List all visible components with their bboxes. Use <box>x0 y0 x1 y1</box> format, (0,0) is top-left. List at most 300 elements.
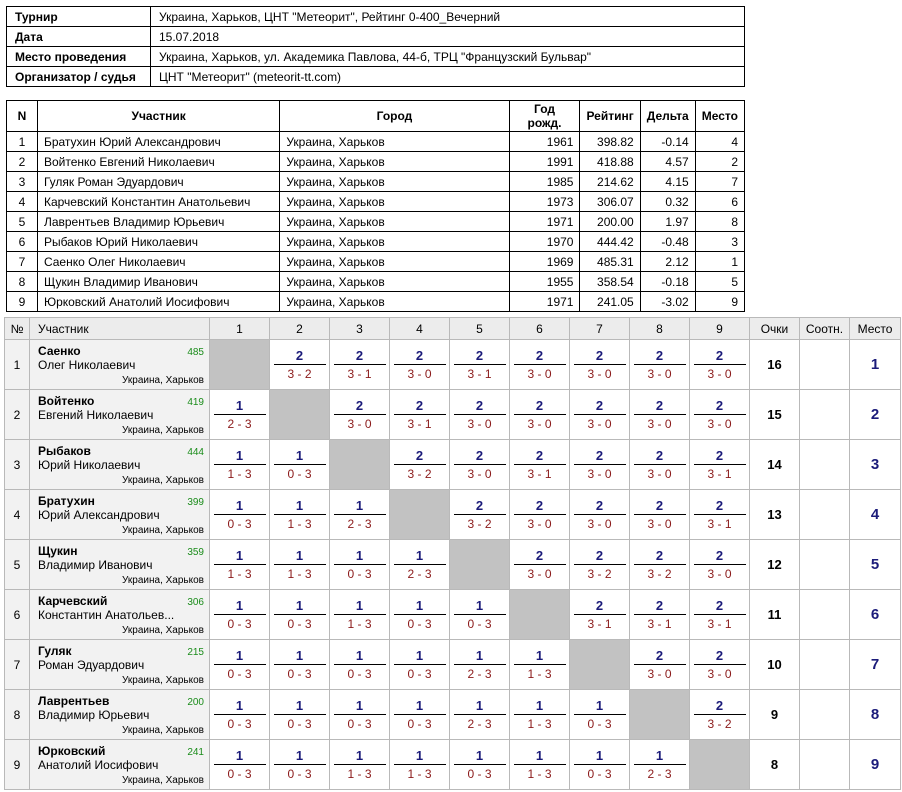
participant-row <box>7 272 745 292</box>
participant-name: Саенко Олег Николаевич <box>37 252 279 272</box>
cross-row <box>5 690 901 740</box>
participant-row <box>7 132 745 152</box>
match-points: 1 <box>415 697 424 713</box>
cross-ratio <box>800 340 850 390</box>
cross-player-cell <box>30 640 210 690</box>
match-points: 2 <box>715 547 724 563</box>
match-result-cell <box>690 690 750 740</box>
cross-header-ratio: Соотн. <box>800 318 850 340</box>
match-points: 2 <box>715 397 724 413</box>
match-sets: 0 - 3 <box>227 766 252 781</box>
cross-header-col-4: 4 <box>390 318 450 340</box>
participant-delta: 1.97 <box>640 212 695 232</box>
match-result-cell <box>630 440 690 490</box>
match-result-cell <box>390 640 450 690</box>
match-points: 1 <box>475 747 484 763</box>
match-result-cell <box>330 490 390 540</box>
player-last-name: Юрковский <box>38 744 106 758</box>
match-points: 1 <box>595 697 604 713</box>
match-points: 2 <box>535 497 544 513</box>
participant-delta: 2.12 <box>640 252 695 272</box>
match-points: 2 <box>475 397 484 413</box>
player-city: Украина, Харьков <box>122 675 204 686</box>
participant-city: Украина, Харьков <box>280 212 509 232</box>
cross-header-col-2: 2 <box>270 318 330 340</box>
cross-points: 16 <box>750 340 800 390</box>
match-sets: 0 - 3 <box>587 766 612 781</box>
match-sets: 2 - 3 <box>467 666 492 681</box>
match-sets: 0 - 3 <box>287 466 312 481</box>
match-result-cell <box>330 740 390 790</box>
cross-header-row <box>5 318 901 340</box>
match-result-cell <box>450 440 510 490</box>
participant-year: 1970 <box>509 232 580 252</box>
match-points: 2 <box>475 447 484 463</box>
header-birth-year: Год рожд. <box>509 101 580 132</box>
match-result-cell <box>570 340 630 390</box>
match-points: 1 <box>475 597 484 613</box>
match-points: 2 <box>475 347 484 363</box>
diagonal-cell <box>270 390 330 440</box>
match-result-cell <box>270 590 330 640</box>
player-last-name: Карчевский <box>38 594 108 608</box>
match-result-cell <box>510 740 570 790</box>
participant-n: 9 <box>7 292 38 312</box>
match-sets: 3 - 1 <box>467 366 492 381</box>
match-result-cell <box>690 590 750 640</box>
match-sets: 3 - 2 <box>467 516 492 531</box>
cross-header-col-1: 1 <box>210 318 270 340</box>
match-points: 1 <box>235 747 244 763</box>
match-result-cell <box>450 340 510 390</box>
match-points: 2 <box>535 347 544 363</box>
player-first-name: Анатолий Иосифович <box>38 758 159 772</box>
match-points: 2 <box>355 347 364 363</box>
match-sets: 3 - 0 <box>527 566 552 581</box>
match-sets: 0 - 3 <box>227 616 252 631</box>
player-first-name: Юрий Николаевич <box>38 458 141 472</box>
cross-player-cell <box>30 390 210 440</box>
cross-row <box>5 640 901 690</box>
participant-delta: -0.48 <box>640 232 695 252</box>
match-result-cell <box>270 340 330 390</box>
participant-n: 7 <box>7 252 38 272</box>
match-result-cell <box>390 690 450 740</box>
cross-ratio <box>800 590 850 640</box>
cross-row <box>5 540 901 590</box>
participant-place: 8 <box>695 212 744 232</box>
match-sets: 3 - 2 <box>647 566 672 581</box>
match-result-cell <box>210 690 270 740</box>
cross-header-col-7: 7 <box>570 318 630 340</box>
match-result-cell <box>450 640 510 690</box>
match-sets: 0 - 3 <box>587 716 612 731</box>
match-sets: 1 - 3 <box>287 566 312 581</box>
player-first-name: Евгений Николаевич <box>38 408 154 422</box>
match-result-cell <box>330 690 390 740</box>
participant-year: 1971 <box>509 292 580 312</box>
match-points: 1 <box>295 647 304 663</box>
match-sets: 3 - 1 <box>407 416 432 431</box>
participant-name: Щукин Владимир Иванович <box>37 272 279 292</box>
match-result-cell <box>630 540 690 590</box>
match-result-cell <box>630 340 690 390</box>
match-points: 2 <box>415 397 424 413</box>
match-sets: 3 - 0 <box>527 516 552 531</box>
match-result-cell <box>210 640 270 690</box>
match-result-cell <box>270 740 330 790</box>
match-result-cell <box>390 340 450 390</box>
participant-year: 1973 <box>509 192 580 212</box>
cross-num: 1 <box>5 340 30 390</box>
match-result-cell <box>210 540 270 590</box>
match-sets: 3 - 1 <box>647 616 672 631</box>
match-result-cell <box>270 540 330 590</box>
match-points: 2 <box>595 347 604 363</box>
player-city: Украина, Харьков <box>122 425 204 436</box>
match-points: 1 <box>355 747 364 763</box>
match-result-cell <box>450 690 510 740</box>
match-result-cell <box>390 540 450 590</box>
cross-row <box>5 440 901 490</box>
info-key: Дата <box>7 27 151 47</box>
match-points: 1 <box>295 597 304 613</box>
match-sets: 1 - 3 <box>527 716 552 731</box>
match-result-cell <box>690 540 750 590</box>
match-result-cell <box>690 640 750 690</box>
participant-city: Украина, Харьков <box>280 252 509 272</box>
participants-header-row <box>7 101 745 132</box>
cross-points: 14 <box>750 440 800 490</box>
participant-row <box>7 172 745 192</box>
match-sets: 3 - 0 <box>707 366 732 381</box>
participant-rating: 485.31 <box>580 252 640 272</box>
cross-header-num: № <box>5 318 30 340</box>
match-points: 2 <box>475 497 484 513</box>
cross-num: 2 <box>5 390 30 440</box>
cross-num: 9 <box>5 740 30 790</box>
match-result-cell <box>510 440 570 490</box>
participant-n: 2 <box>7 152 38 172</box>
player-rating: 306 <box>187 597 204 608</box>
match-sets: 1 - 3 <box>407 766 432 781</box>
header-city: Город <box>280 101 509 132</box>
match-points: 1 <box>295 547 304 563</box>
player-city: Украина, Харьков <box>122 475 204 486</box>
match-result-cell <box>390 390 450 440</box>
match-sets: 3 - 1 <box>527 466 552 481</box>
player-city: Украина, Харьков <box>122 775 204 786</box>
info-value: 15.07.2018 <box>151 27 745 47</box>
match-result-cell <box>510 340 570 390</box>
match-result-cell <box>390 740 450 790</box>
participant-n: 4 <box>7 192 38 212</box>
match-points: 1 <box>295 747 304 763</box>
participant-city: Украина, Харьков <box>280 172 509 192</box>
cross-row <box>5 590 901 640</box>
player-city: Украина, Харьков <box>122 575 204 586</box>
match-result-cell <box>510 690 570 740</box>
cross-row <box>5 390 901 440</box>
match-points: 1 <box>295 447 304 463</box>
match-sets: 3 - 2 <box>287 366 312 381</box>
match-points: 1 <box>415 647 424 663</box>
participant-delta: 4.57 <box>640 152 695 172</box>
participant-name: Юрковский Анатолий Иосифович <box>37 292 279 312</box>
player-rating: 241 <box>187 747 204 758</box>
participant-place: 6 <box>695 192 744 212</box>
player-rating: 200 <box>187 697 204 708</box>
match-result-cell <box>450 740 510 790</box>
player-rating: 399 <box>187 497 204 508</box>
header-rating: Рейтинг <box>580 101 640 132</box>
match-result-cell <box>690 340 750 390</box>
match-points: 1 <box>535 747 544 763</box>
participant-name: Лаврентьев Владимир Юрьевич <box>37 212 279 232</box>
match-points: 2 <box>715 347 724 363</box>
match-points: 2 <box>715 497 724 513</box>
match-points: 1 <box>355 597 364 613</box>
player-last-name: Щукин <box>38 544 78 558</box>
cross-num: 4 <box>5 490 30 540</box>
cross-player-cell <box>30 590 210 640</box>
participant-delta: -0.18 <box>640 272 695 292</box>
match-result-cell <box>690 390 750 440</box>
player-last-name: Войтенко <box>38 394 95 408</box>
participant-rating: 444.42 <box>580 232 640 252</box>
cross-ratio <box>800 440 850 490</box>
match-sets: 3 - 0 <box>467 416 492 431</box>
info-row <box>7 67 745 87</box>
match-points: 2 <box>355 397 364 413</box>
match-result-cell <box>390 440 450 490</box>
match-result-cell <box>570 440 630 490</box>
diagonal-cell <box>210 340 270 390</box>
cross-header-col-6: 6 <box>510 318 570 340</box>
cross-ratio <box>800 540 850 590</box>
tournament-info-table <box>6 6 745 87</box>
info-key: Место проведения <box>7 47 151 67</box>
match-points: 1 <box>235 647 244 663</box>
diagonal-cell <box>570 640 630 690</box>
match-result-cell <box>210 590 270 640</box>
cross-ratio <box>800 640 850 690</box>
match-sets: 3 - 0 <box>407 366 432 381</box>
match-result-cell <box>450 590 510 640</box>
cross-points: 9 <box>750 690 800 740</box>
match-sets: 1 - 3 <box>347 766 372 781</box>
info-key: Организатор / судья <box>7 67 151 87</box>
participant-place: 7 <box>695 172 744 192</box>
participant-city: Украина, Харьков <box>280 272 509 292</box>
match-sets: 3 - 0 <box>467 466 492 481</box>
player-rating: 444 <box>187 447 204 458</box>
participant-n: 1 <box>7 132 38 152</box>
match-sets: 0 - 3 <box>287 716 312 731</box>
match-sets: 3 - 2 <box>587 566 612 581</box>
match-sets: 3 - 0 <box>647 666 672 681</box>
match-result-cell <box>210 440 270 490</box>
match-points: 2 <box>655 647 664 663</box>
participant-row <box>7 152 745 172</box>
participant-name: Рыбаков Юрий Николаевич <box>37 232 279 252</box>
cross-num: 8 <box>5 690 30 740</box>
match-result-cell <box>330 340 390 390</box>
match-sets: 0 - 3 <box>227 716 252 731</box>
match-sets: 2 - 3 <box>467 716 492 731</box>
cross-player-cell <box>30 690 210 740</box>
cross-place: 3 <box>850 440 901 490</box>
match-points: 1 <box>235 697 244 713</box>
participant-row <box>7 252 745 272</box>
cross-points: 12 <box>750 540 800 590</box>
match-points: 2 <box>655 597 664 613</box>
cross-num: 5 <box>5 540 30 590</box>
match-points: 2 <box>655 497 664 513</box>
diagonal-cell <box>330 440 390 490</box>
match-points: 1 <box>235 397 244 413</box>
cross-header-col-8: 8 <box>630 318 690 340</box>
match-result-cell <box>390 590 450 640</box>
match-sets: 0 - 3 <box>227 666 252 681</box>
participant-delta: -3.02 <box>640 292 695 312</box>
cross-num: 7 <box>5 640 30 690</box>
info-row <box>7 7 745 27</box>
participant-place: 5 <box>695 272 744 292</box>
cross-place: 5 <box>850 540 901 590</box>
match-sets: 1 - 3 <box>347 616 372 631</box>
match-points: 2 <box>295 347 304 363</box>
cross-points: 11 <box>750 590 800 640</box>
match-sets: 2 - 3 <box>347 516 372 531</box>
cross-num: 6 <box>5 590 30 640</box>
player-last-name: Лаврентьев <box>38 694 110 708</box>
participant-rating: 398.82 <box>580 132 640 152</box>
match-sets: 0 - 3 <box>407 666 432 681</box>
participant-name: Гуляк Роман Эдуардович <box>37 172 279 192</box>
player-city: Украина, Харьков <box>122 525 204 536</box>
match-sets: 0 - 3 <box>287 616 312 631</box>
cross-ratio <box>800 390 850 440</box>
participant-year: 1961 <box>509 132 580 152</box>
cross-player-cell <box>30 440 210 490</box>
player-first-name: Владимир Иванович <box>38 558 153 572</box>
participant-n: 8 <box>7 272 38 292</box>
participant-delta: -0.14 <box>640 132 695 152</box>
participant-row <box>7 192 745 212</box>
match-points: 2 <box>655 397 664 413</box>
match-points: 2 <box>595 547 604 563</box>
match-result-cell <box>330 640 390 690</box>
match-sets: 3 - 1 <box>707 466 732 481</box>
match-result-cell <box>510 390 570 440</box>
match-points: 1 <box>535 647 544 663</box>
header-participant: Участник <box>37 101 279 132</box>
player-rating: 359 <box>187 547 204 558</box>
player-city: Украина, Харьков <box>122 725 204 736</box>
match-result-cell <box>570 540 630 590</box>
match-result-cell <box>510 540 570 590</box>
participant-year: 1985 <box>509 172 580 192</box>
cross-num: 3 <box>5 440 30 490</box>
match-sets: 3 - 0 <box>587 466 612 481</box>
participant-place: 2 <box>695 152 744 172</box>
match-sets: 0 - 3 <box>467 766 492 781</box>
info-key: Турнир <box>7 7 151 27</box>
cross-place: 7 <box>850 640 901 690</box>
participant-delta: 4.15 <box>640 172 695 192</box>
match-result-cell <box>270 640 330 690</box>
match-sets: 3 - 0 <box>647 466 672 481</box>
participant-n: 6 <box>7 232 38 252</box>
player-last-name: Рыбаков <box>38 444 91 458</box>
info-row <box>7 47 745 67</box>
match-sets: 0 - 3 <box>407 616 432 631</box>
participant-city: Украина, Харьков <box>280 132 509 152</box>
match-result-cell <box>210 740 270 790</box>
match-points: 1 <box>235 447 244 463</box>
player-last-name: Гуляк <box>38 644 72 658</box>
player-city: Украина, Харьков <box>122 375 204 386</box>
cross-row <box>5 740 901 790</box>
match-sets: 0 - 3 <box>287 766 312 781</box>
match-points: 2 <box>535 397 544 413</box>
participant-place: 4 <box>695 132 744 152</box>
cross-header-col-3: 3 <box>330 318 390 340</box>
participant-delta: 0.32 <box>640 192 695 212</box>
match-points: 1 <box>475 647 484 663</box>
cross-header-col-9: 9 <box>690 318 750 340</box>
cross-ratio <box>800 740 850 790</box>
match-points: 1 <box>235 547 244 563</box>
match-points: 2 <box>595 447 604 463</box>
match-result-cell <box>450 390 510 440</box>
match-result-cell <box>330 590 390 640</box>
diagonal-cell <box>450 540 510 590</box>
match-result-cell <box>630 590 690 640</box>
match-points: 1 <box>475 697 484 713</box>
match-sets: 1 - 3 <box>527 766 552 781</box>
cross-row <box>5 340 901 390</box>
cross-points: 8 <box>750 740 800 790</box>
cross-points: 15 <box>750 390 800 440</box>
match-points: 1 <box>415 597 424 613</box>
player-rating: 485 <box>187 347 204 358</box>
match-sets: 3 - 1 <box>587 616 612 631</box>
cross-header-player: Участник <box>30 318 210 340</box>
match-points: 1 <box>355 547 364 563</box>
diagonal-cell <box>630 690 690 740</box>
match-sets: 1 - 3 <box>527 666 552 681</box>
cross-player-cell <box>30 740 210 790</box>
match-result-cell <box>330 540 390 590</box>
info-value: Украина, Харьков, ул. Академика Павлова, 44-б, ТРЦ "Французский Бульвар" <box>151 47 745 67</box>
match-result-cell <box>330 390 390 440</box>
match-points: 1 <box>595 747 604 763</box>
participant-row <box>7 292 745 312</box>
match-sets: 3 - 2 <box>407 466 432 481</box>
match-result-cell <box>570 390 630 440</box>
player-city: Украина, Харьков <box>122 625 204 636</box>
participant-n: 5 <box>7 212 38 232</box>
diagonal-cell <box>390 490 450 540</box>
cross-player-cell <box>30 340 210 390</box>
match-sets: 2 - 3 <box>407 566 432 581</box>
match-result-cell <box>630 490 690 540</box>
match-sets: 1 - 3 <box>227 566 252 581</box>
participant-year: 1991 <box>509 152 580 172</box>
participant-place: 9 <box>695 292 744 312</box>
